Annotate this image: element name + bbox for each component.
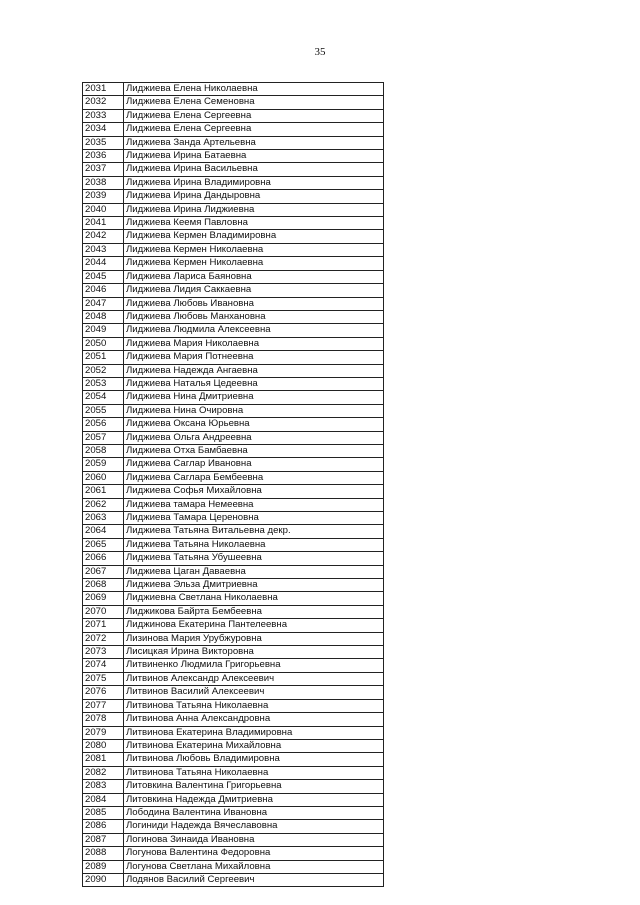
row-number: 2080 (83, 739, 124, 752)
table-row (83, 525, 384, 538)
row-number: 2071 (83, 619, 124, 632)
row-number: 2088 (83, 847, 124, 860)
person-name: Лиджиева Кермен Николаевна (124, 243, 384, 256)
table-row (83, 190, 384, 203)
row-number: 2043 (83, 243, 124, 256)
row-number: 2062 (83, 498, 124, 511)
person-name: Лиджиева Софья Михайловна (124, 485, 384, 498)
table-row (83, 485, 384, 498)
table-row (83, 686, 384, 699)
row-number: 2033 (83, 109, 124, 122)
table-row (83, 337, 384, 350)
person-name: Литвинова Анна Александровна (124, 713, 384, 726)
table-row (83, 377, 384, 390)
table-row (83, 726, 384, 739)
table-row (83, 364, 384, 377)
row-number: 2032 (83, 96, 124, 109)
person-name: Логунова Светлана Михайловна (124, 860, 384, 873)
person-name: Литовкина Валентина Григорьевна (124, 780, 384, 793)
row-number: 2061 (83, 485, 124, 498)
table-row (83, 163, 384, 176)
table-row (83, 418, 384, 431)
table-row (83, 297, 384, 310)
row-number: 2077 (83, 699, 124, 712)
row-number: 2073 (83, 646, 124, 659)
page-number: 35 (314, 46, 326, 58)
row-number: 2045 (83, 270, 124, 283)
row-number: 2072 (83, 632, 124, 645)
row-number: 2085 (83, 806, 124, 819)
row-number: 2041 (83, 217, 124, 230)
row-number: 2056 (83, 418, 124, 431)
person-name: Литвинова Татьяна Николаевна (124, 699, 384, 712)
person-name: Лиджинова Екатерина Пантелеевна (124, 619, 384, 632)
row-number: 2034 (83, 123, 124, 136)
table-row (83, 739, 384, 752)
table-row (83, 243, 384, 256)
person-name: Лиджиева Ирина Батаевна (124, 150, 384, 163)
person-name: Лиджиева Татьяна Витальевна декр. (124, 525, 384, 538)
table-row (83, 123, 384, 136)
table-row (83, 833, 384, 846)
person-name: Лиджиева Нина Очировна (124, 404, 384, 417)
row-number: 2052 (83, 364, 124, 377)
person-name: Лиджиева Тамара Цереновна (124, 512, 384, 525)
person-name: Лиджиева Ирина Владимировна (124, 176, 384, 189)
table-row (83, 793, 384, 806)
person-name: Лиджиева Наталья Цедеевна (124, 377, 384, 390)
person-name: Лиджиева Любовь Манхановна (124, 310, 384, 323)
person-name: Логунова Валентина Федоровна (124, 847, 384, 860)
table-row (83, 538, 384, 551)
row-number: 2055 (83, 404, 124, 417)
table-row (83, 860, 384, 873)
row-number: 2066 (83, 552, 124, 565)
table-row (83, 699, 384, 712)
table-row (83, 713, 384, 726)
person-name: Литвинова Екатерина Михайловна (124, 739, 384, 752)
row-number: 2049 (83, 324, 124, 337)
person-name: Лисицкая Ирина Викторовна (124, 646, 384, 659)
row-number: 2079 (83, 726, 124, 739)
person-name: Лиджиева Мария Потнеевна (124, 351, 384, 364)
table-row (83, 458, 384, 471)
row-number: 2042 (83, 230, 124, 243)
table-row (83, 136, 384, 149)
person-name: Лиджиева Кеемя Павловна (124, 217, 384, 230)
table-row (83, 83, 384, 96)
table-row (83, 203, 384, 216)
table-row (83, 391, 384, 404)
person-name: Логиниди Надежда Вячеславовна (124, 820, 384, 833)
row-number: 2050 (83, 337, 124, 350)
person-name: Литвинов Василий Алексеевич (124, 686, 384, 699)
person-name: Лиджиева Ольга Андреевна (124, 431, 384, 444)
row-number: 2084 (83, 793, 124, 806)
table-row (83, 324, 384, 337)
row-number: 2086 (83, 820, 124, 833)
table-row (83, 592, 384, 605)
row-number: 2046 (83, 284, 124, 297)
table-row (83, 471, 384, 484)
table-row (83, 847, 384, 860)
row-number: 2069 (83, 592, 124, 605)
table-row (83, 404, 384, 417)
row-number: 2087 (83, 833, 124, 846)
row-number: 2053 (83, 377, 124, 390)
table-row (83, 217, 384, 230)
table-row (83, 605, 384, 618)
table-row (83, 230, 384, 243)
person-name: Лиджиева Лидия Саккаевна (124, 284, 384, 297)
table-row (83, 753, 384, 766)
person-name: Лиджиева Кермен Владимировна (124, 230, 384, 243)
person-name: Литвинова Любовь Владимировна (124, 753, 384, 766)
row-number: 2057 (83, 431, 124, 444)
table-row (83, 552, 384, 565)
row-number: 2048 (83, 310, 124, 323)
row-number: 2065 (83, 538, 124, 551)
person-name: Лиджиева Оксана Юрьевна (124, 418, 384, 431)
person-name: Литвиненко Людмила Григорьевна (124, 659, 384, 672)
table-row (83, 873, 384, 886)
table-row (83, 351, 384, 364)
person-name: Литвинова Екатерина Владимировна (124, 726, 384, 739)
row-number: 2036 (83, 150, 124, 163)
row-number: 2074 (83, 659, 124, 672)
table-row (83, 646, 384, 659)
table-row (83, 310, 384, 323)
table-row (83, 431, 384, 444)
row-number: 2068 (83, 579, 124, 592)
row-number: 2075 (83, 672, 124, 685)
row-number: 2076 (83, 686, 124, 699)
row-number: 2082 (83, 766, 124, 779)
row-number: 2078 (83, 713, 124, 726)
row-number: 2070 (83, 605, 124, 618)
person-name: Лиджиева Татьяна Николаевна (124, 538, 384, 551)
row-number: 2060 (83, 471, 124, 484)
person-name: Лиджиева Любовь Ивановна (124, 297, 384, 310)
person-name: Литвинова Татьяна Николаевна (124, 766, 384, 779)
table-row (83, 565, 384, 578)
row-number: 2054 (83, 391, 124, 404)
table-row (83, 766, 384, 779)
roster-table-body (83, 83, 384, 887)
table-row (83, 659, 384, 672)
table-row (83, 96, 384, 109)
person-name: Лиджиева Нина Дмитриевна (124, 391, 384, 404)
row-number: 2040 (83, 203, 124, 216)
table-row (83, 257, 384, 270)
person-name: Лиджиева Татьяна Убушеевна (124, 552, 384, 565)
person-name: Лиджиева Елена Семеновна (124, 96, 384, 109)
person-name: Литвинов Александр Алексеевич (124, 672, 384, 685)
table-row (83, 632, 384, 645)
person-name: Литовкина Надежда Дмитриевна (124, 793, 384, 806)
person-name: Лиджиева Мария Николаевна (124, 337, 384, 350)
row-number: 2031 (83, 83, 124, 96)
row-number: 2051 (83, 351, 124, 364)
person-name: Лободина Валентина Ивановна (124, 806, 384, 819)
table-row (83, 498, 384, 511)
row-number: 2064 (83, 525, 124, 538)
table-row (83, 780, 384, 793)
person-name: Лиджикова Байрта Бембеевна (124, 605, 384, 618)
person-name: Лиджиева Цаган Даваевна (124, 565, 384, 578)
person-name: Лиджиева Эльза Дмитриевна (124, 579, 384, 592)
person-name: Логинова Зинаида Ивановна (124, 833, 384, 846)
person-name: Лиджиева Надежда Ангаевна (124, 364, 384, 377)
person-name: Лиджиева Кермен Николаевна (124, 257, 384, 270)
person-name: Лиджиева Людмила Алексеевна (124, 324, 384, 337)
row-number: 2083 (83, 780, 124, 793)
row-number: 2067 (83, 565, 124, 578)
person-name: Лиджиева Лариса Баяновна (124, 270, 384, 283)
person-name: Лиджиева Елена Сергеевна (124, 109, 384, 122)
row-number: 2044 (83, 257, 124, 270)
table-row (83, 579, 384, 592)
roster-table (82, 82, 384, 887)
table-row (83, 109, 384, 122)
table-row (83, 619, 384, 632)
person-name: Лиджиева Ирина Васильевна (124, 163, 384, 176)
table-row (83, 444, 384, 457)
person-name: Лизинова Мария Урубжуровна (124, 632, 384, 645)
row-number: 2090 (83, 873, 124, 886)
person-name: Лиджиева Ирина Лиджиевна (124, 203, 384, 216)
row-number: 2035 (83, 136, 124, 149)
row-number: 2038 (83, 176, 124, 189)
person-name: Лиджиева Елена Сергеевна (124, 123, 384, 136)
row-number: 2058 (83, 444, 124, 457)
row-number: 2047 (83, 297, 124, 310)
person-name: Лиджиева тамара Немеевна (124, 498, 384, 511)
table-row (83, 270, 384, 283)
table-row (83, 150, 384, 163)
row-number: 2089 (83, 860, 124, 873)
person-name: Лиджиева Отха Бамбаевна (124, 444, 384, 457)
row-number: 2081 (83, 753, 124, 766)
table-row (83, 806, 384, 819)
row-number: 2039 (83, 190, 124, 203)
person-name: Лиджиева Саглар Ивановна (124, 458, 384, 471)
row-number: 2063 (83, 512, 124, 525)
person-name: Лиджиева Саглара Бембеевна (124, 471, 384, 484)
table-row (83, 672, 384, 685)
table-row (83, 176, 384, 189)
table-row (83, 284, 384, 297)
person-name: Лиджиева Ирина Дандыровна (124, 190, 384, 203)
person-name: Лодянов Василий Сергеевич (124, 873, 384, 886)
row-number: 2037 (83, 163, 124, 176)
row-number: 2059 (83, 458, 124, 471)
table-row (83, 512, 384, 525)
table-row (83, 820, 384, 833)
person-name: Лиджиева Елена Николаевна (124, 83, 384, 96)
person-name: Лиджиева Занда Артельевна (124, 136, 384, 149)
person-name: Лиджиевна Светлана Николаевна (124, 592, 384, 605)
